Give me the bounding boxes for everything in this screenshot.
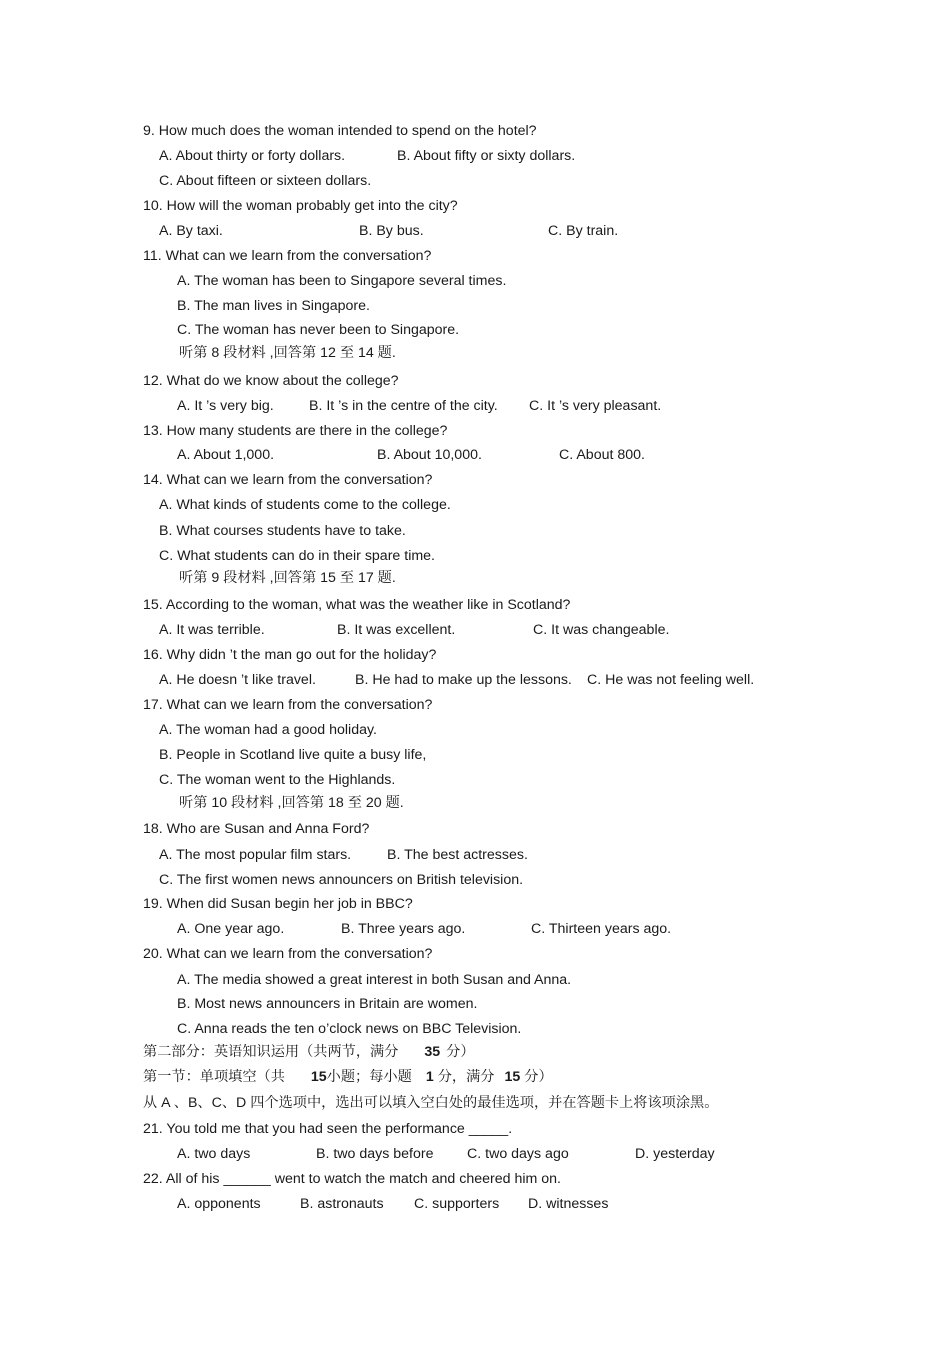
instruction-text: 从 A 、B、C、D 四个选项中，选出可以填入空白处的最佳选项，并在答题卡上将该项涂黑。	[143, 1095, 719, 1111]
question-11-stem: 11. What can we learn from the conversation?	[143, 248, 432, 264]
section-1-total-points: 15	[504, 1069, 521, 1085]
question-11-option-c: C. The woman has never been to Singapore.	[177, 322, 460, 338]
question-18-option-b: B. The best actresses.	[387, 847, 528, 863]
question-12-option-b: B. It ’s in the centre of the city.	[309, 398, 498, 414]
question-15-option-a: A. It was terrible.	[159, 622, 265, 638]
question-17-option-c: C. The woman went to the Highlands.	[159, 772, 396, 788]
question-9-stem: 9. How much does the woman intended to spend on the hotel?	[143, 123, 537, 139]
part-2-heading	[143, 1043, 475, 1061]
question-22-option-d: D. witnesses	[528, 1196, 609, 1212]
section-1-question-count: 15	[310, 1069, 327, 1085]
question-17-option-b: B. People in Scotland live quite a busy life,	[159, 747, 427, 763]
question-20-option-c: C. Anna reads the ten o’clock news on BBC Television.	[177, 1021, 522, 1037]
question-19-stem: 19. When did Susan begin her job in BBC?	[143, 896, 413, 912]
question-10-option-c: C. By train.	[548, 223, 619, 239]
question-12-stem: 12. What do we know about the college?	[143, 373, 399, 389]
question-12-option-c: C. It ’s very pleasant.	[529, 398, 662, 414]
section-9-heading: 听第 9 段材料 ,回答第 15 至 17 题.	[179, 570, 396, 586]
section-1-heading-mid1: 小题；每小题	[326, 1069, 412, 1085]
question-11-option-b: B. The man lives in Singapore.	[177, 298, 370, 314]
question-15-option-b: B. It was excellent.	[337, 622, 456, 638]
question-18-option-c: C. The first women news announcers on British television.	[159, 872, 524, 888]
section-10-heading: 听第 10 段材料 ,回答第 18 至 20 题.	[179, 795, 404, 811]
question-13-option-b: B. About 10,000.	[377, 447, 482, 463]
question-22-stem: 22. All of his ______ went to watch the match and cheered him on.	[143, 1171, 562, 1187]
question-18-option-a: A. The most popular film stars.	[159, 847, 352, 863]
question-14-option-b: B. What courses students have to take.	[159, 523, 406, 539]
question-13-stem: 13. How many students are there in the college?	[143, 423, 448, 439]
question-16-stem: 16. Why didn ’t the man go out for the holiday?	[143, 647, 437, 663]
question-21-stem: 21. You told me that you had seen the performance _____.	[143, 1121, 513, 1137]
question-20-stem: 20. What can we learn from the conversation?	[143, 946, 433, 962]
part-2-heading-suffix: 分）	[446, 1044, 475, 1060]
question-17-option-a: A. The woman had a good holiday.	[159, 722, 377, 738]
question-14-option-a: A. What kinds of students come to the college.	[159, 497, 451, 513]
question-9-option-b: B. About fifty or sixty dollars.	[397, 148, 576, 164]
question-21-option-d: D. yesterday	[635, 1146, 715, 1162]
question-15-option-c: C. It was changeable.	[533, 622, 670, 638]
question-11-option-a: A. The woman has been to Singapore several times.	[177, 273, 507, 289]
question-20-option-a: A. The media showed a great interest in both Susan and Anna.	[177, 972, 572, 988]
question-21-option-a: A. two days	[177, 1146, 251, 1162]
question-16-option-a: A. He doesn ’t like travel.	[159, 672, 316, 688]
section-8-heading: 听第 8 段材料 ,回答第 12 至 14 题.	[179, 345, 396, 361]
question-19-option-c: C. Thirteen years ago.	[531, 921, 672, 937]
question-12-option-a: A. It ’s very big.	[177, 398, 274, 414]
question-19-option-b: B. Three years ago.	[341, 921, 466, 937]
question-21-option-c: C. two days ago	[467, 1146, 569, 1162]
question-19-option-a: A. One year ago.	[177, 921, 285, 937]
part-2-score: 35	[424, 1044, 441, 1060]
part-2-section-1-heading	[143, 1068, 553, 1086]
question-22-option-a: A. opponents	[177, 1196, 261, 1212]
question-18-stem: 18. Who are Susan and Anna Ford?	[143, 821, 370, 837]
question-9-option-c: C. About fifteen or sixteen dollars.	[159, 173, 372, 189]
question-10-option-b: B. By bus.	[359, 223, 424, 239]
question-21-option-b: B. two days before	[316, 1146, 434, 1162]
question-9-option-a: A. About thirty or forty dollars.	[159, 148, 346, 164]
question-13-option-a: A. About 1,000.	[177, 447, 275, 463]
question-22-option-b: B. astronauts	[300, 1196, 384, 1212]
question-14-option-c: C. What students can do in their spare time.	[159, 548, 435, 564]
question-15-stem: 15. According to the woman, what was the weather like in Scotland?	[143, 597, 571, 613]
section-1-heading-suffix: 分）	[524, 1069, 553, 1085]
question-13-option-c: C. About 800.	[559, 447, 645, 463]
question-10-stem: 10. How will the woman probably get into the city?	[143, 198, 458, 214]
question-22-option-c: C. supporters	[414, 1196, 500, 1212]
question-16-option-c: C. He was not feeling well.	[587, 672, 755, 688]
section-1-heading-mid2: 分，满分	[437, 1069, 495, 1085]
question-16-option-b: B. He had to make up the lessons.	[355, 672, 572, 688]
question-10-option-a: A. By taxi.	[159, 223, 223, 239]
question-20-option-b: B. Most news announcers in Britain are women.	[177, 996, 478, 1012]
section-1-points-each: 1	[425, 1069, 434, 1085]
question-17-stem: 17. What can we learn from the conversation?	[143, 697, 433, 713]
part-2-heading-text: 第二部分：英语知识运用（共两节，满分	[143, 1044, 399, 1060]
question-14-stem: 14. What can we learn from the conversation?	[143, 472, 433, 488]
section-1-heading-text: 第一节：单项填空（共	[143, 1069, 285, 1085]
